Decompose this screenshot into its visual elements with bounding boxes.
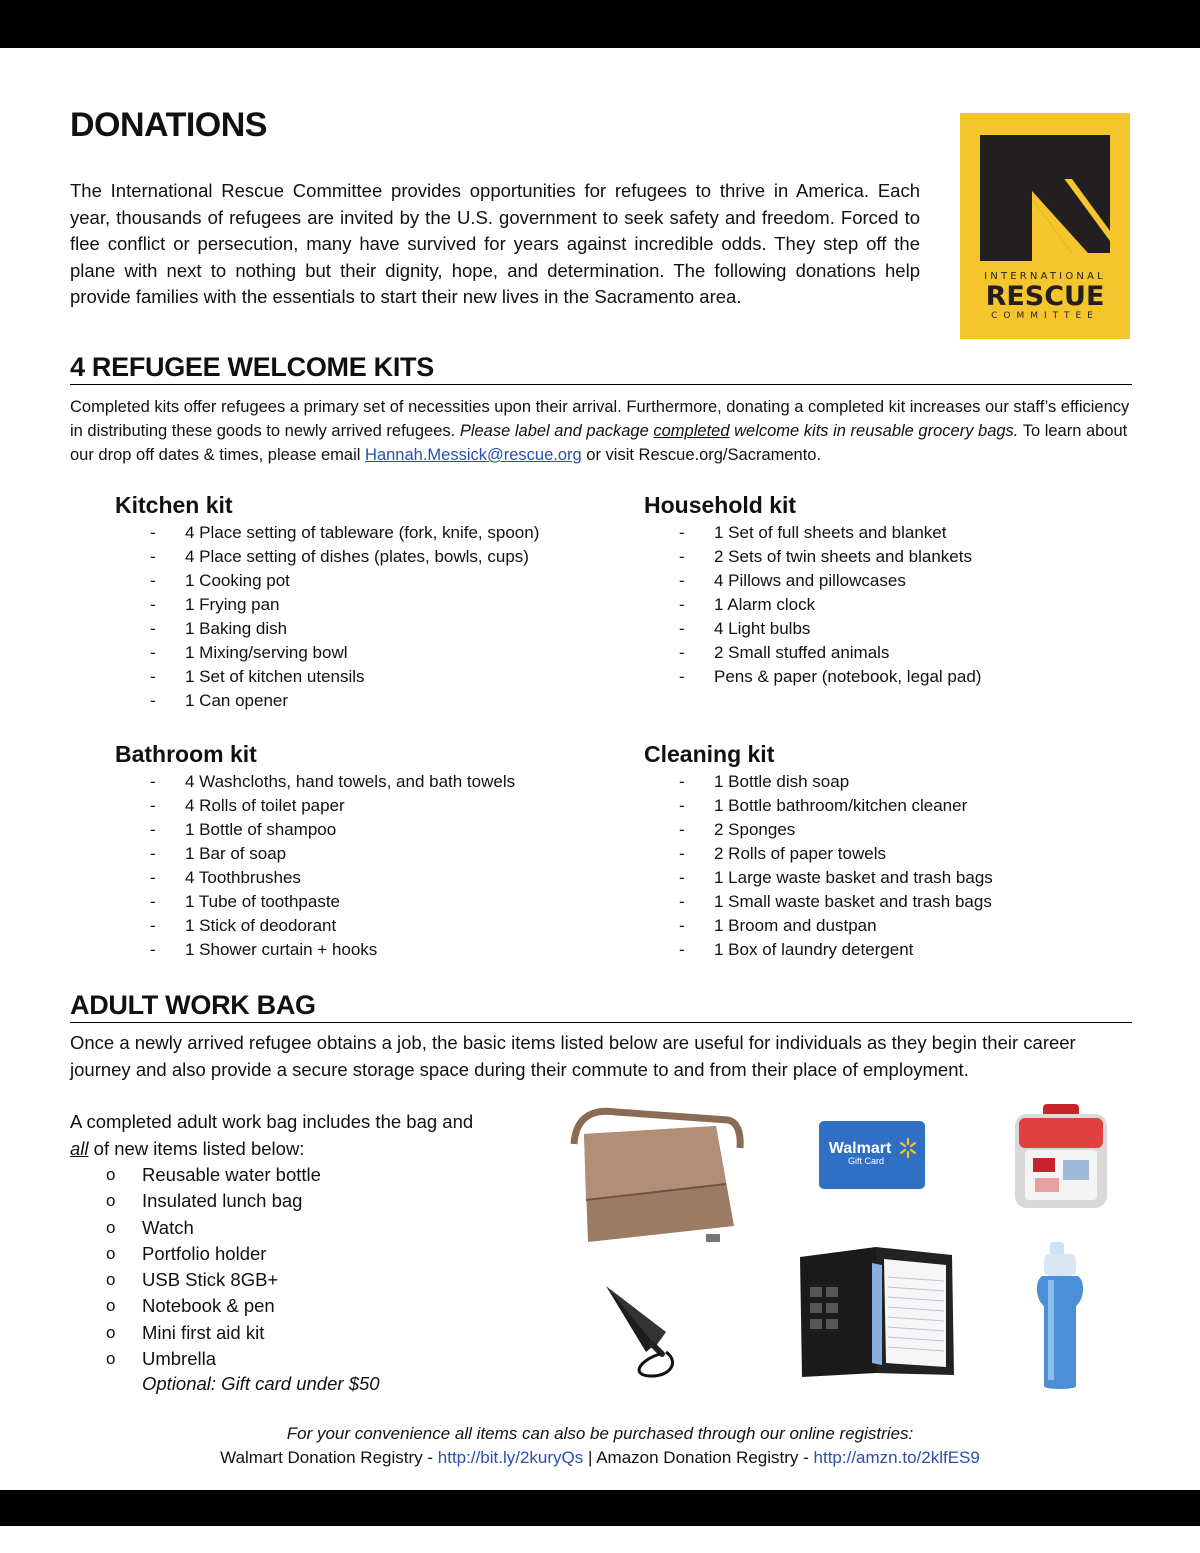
work-bag-list (70, 1162, 321, 1372)
kit-list-item (115, 617, 539, 641)
kit-item-text: 4 Place setting of tableware (fork, knife, spoon) (185, 523, 540, 542)
kit-list-item (115, 890, 515, 914)
dash-bullet: - (679, 547, 685, 566)
kit-list-item (115, 794, 515, 818)
cleaning-kit (644, 741, 993, 962)
kit-list-item (644, 545, 981, 569)
intro-paragraph: The International Rescue Committee provides opportunities for refugees to thrive in America. Each year, thousands of refugees are invited by the U.S. government to seek safety and freedom. Forced to flee conflict or persecution, many have survived for years against incredible odds. They step off the plane with next to nothing but their dignity, hope, and determination. The following donations help provide families with the essentials to start their new lives in the Sacramento area. (70, 180, 920, 307)
work-bag-heading: ADULT WORK BAG (70, 990, 1132, 1023)
dash-bullet: - (150, 691, 156, 710)
dash-bullet: - (679, 643, 685, 662)
work-bag-item-text: Notebook & pen (142, 1295, 275, 1317)
dash-bullet: - (679, 667, 685, 686)
kit-item-text: 1 Set of full sheets and blanket (714, 523, 947, 542)
registry-note: For your convenience all items can also be purchased through our online registries: (286, 1424, 914, 1443)
kitchen-kit (115, 492, 539, 713)
dash-bullet: - (679, 595, 685, 614)
gift-card-subtitle: Gift Card (847, 1156, 885, 1166)
circle-bullet: o (106, 1296, 116, 1316)
dash-bullet: - (150, 868, 156, 887)
circle-bullet: o (106, 1165, 116, 1184)
first-aid-kit-image (1013, 1102, 1109, 1210)
kit-list-item (115, 521, 539, 545)
dash-bullet: - (150, 796, 156, 815)
kit-list-item (115, 569, 539, 593)
kit-list-item (644, 770, 993, 794)
cleaning-kit-title: Cleaning kit (644, 741, 775, 767)
logo-line-2: RESCUE (985, 281, 1105, 312)
work-bag-item (70, 1267, 321, 1293)
kit-list-item (115, 938, 515, 962)
kit-item-text: 1 Cooking pot (185, 571, 290, 590)
optional-gift-card: Optional: Gift card under $50 (142, 1373, 380, 1394)
portfolio-holder-image (796, 1243, 960, 1381)
kit-item-text: 1 Bottle bathroom/kitchen cleaner (714, 796, 968, 815)
bathroom-kit-title: Bathroom kit (115, 741, 257, 767)
kit-list-item (115, 914, 515, 938)
kit-item-text: Pens & paper (notebook, legal pad) (714, 667, 982, 686)
circle-bullet: o (106, 1349, 116, 1369)
kitchen-kit-title: Kitchen kit (115, 492, 233, 518)
kits-description: Completed kits offer refugees a primary set of necessities upon their arrival. Furthermore, donating a completed kit increases our staff’s efficiency in distributing these goods to newly arrived refugees. Please label and package completed welcome kits in reusable grocery bags. To learn about our drop off dates & times, please email Hannah.Messick@rescue.org or visit Rescue.org/Sacramento. (70, 398, 1130, 464)
kit-list-item (115, 770, 515, 794)
welcome-kits-heading: 4 REFUGEE WELCOME KITS (70, 352, 1132, 385)
logo-line-3: COMMITTEE (991, 311, 1099, 321)
water-bottle-image (1028, 1240, 1092, 1392)
work-bag-item-text: USB Stick 8GB+ (142, 1269, 279, 1291)
kit-item-text: 4 Light bulbs (714, 619, 811, 638)
kit-item-text: 4 Pillows and pillowcases (714, 571, 906, 590)
kit-item-text: 1 Set of kitchen utensils (185, 667, 365, 686)
circle-bullet: o (106, 1243, 116, 1263)
work-bag-item (70, 1188, 321, 1214)
kit-list-item (644, 521, 981, 545)
work-bag-item (70, 1293, 321, 1319)
kit-item-text: 1 Bottle dish soap (714, 772, 850, 791)
work-bag-item (70, 1162, 321, 1188)
kit-list-item (644, 593, 981, 617)
circle-bullet: o (106, 1217, 116, 1237)
gift-card-brand: Walmart (828, 1140, 892, 1157)
kit-list-item (644, 890, 993, 914)
kit-item-text: 1 Baking dish (185, 619, 288, 638)
cleaning-kit-list (644, 770, 993, 962)
dash-bullet: - (150, 820, 156, 839)
kitchen-kit-list (115, 521, 539, 713)
logo-line-1: INTERNATIONAL (984, 271, 1106, 282)
kit-list-item (644, 617, 981, 641)
kit-item-text: 4 Toothbrushes (185, 868, 301, 887)
work-bag-item (70, 1241, 321, 1267)
kit-item-text: 1 Can opener (185, 691, 289, 710)
kit-list-item (644, 794, 993, 818)
kit-list-item (644, 866, 993, 890)
dash-bullet: - (679, 772, 685, 791)
dash-bullet: - (150, 667, 156, 686)
kit-list-item (644, 818, 993, 842)
work-bag-item (70, 1320, 321, 1346)
kit-item-text: 1 Bottle of shampoo (185, 820, 337, 839)
dash-bullet: - (150, 619, 156, 638)
dash-bullet: - (150, 571, 156, 590)
work-bag-description: Once a newly arrived refugee obtains a job, the basic items listed below are useful for individuals as they begin their career journey and also provide a secure storage space during their commute to and from their place of employment. (70, 1032, 1076, 1080)
dash-bullet: - (150, 547, 156, 566)
kit-list-item (644, 842, 993, 866)
kit-item-text: 2 Sponges (714, 820, 796, 839)
bottom-black-bar (0, 1490, 1200, 1526)
dash-bullet: - (679, 916, 685, 935)
dash-bullet: - (150, 844, 156, 863)
kit-item-text: 1 Alarm clock (714, 595, 816, 614)
page-title: DONATIONS (70, 106, 267, 144)
kit-item-text: 2 Sets of twin sheets and blankets (714, 547, 972, 566)
kit-item-text: 1 Mixing/serving bowl (185, 643, 348, 662)
registry-links: Walmart Donation Registry - http://bit.ly/2kuryQs | Amazon Donation Registry - http://amzn.to/2klfES9 (220, 1448, 980, 1467)
dash-bullet: - (679, 892, 685, 911)
household-kit-title: Household kit (644, 492, 797, 518)
kit-item-text: 4 Place setting of dishes (plates, bowls, cups) (185, 547, 529, 566)
work-bag-item-text: Umbrella (142, 1348, 217, 1370)
top-black-bar (0, 0, 1200, 48)
work-bag-item-text: Reusable water bottle (142, 1164, 321, 1185)
dash-bullet: - (150, 595, 156, 614)
kit-item-text: 4 Rolls of toilet paper (185, 796, 345, 815)
kit-item-text: 1 Shower curtain + hooks (185, 940, 378, 959)
household-kit (644, 492, 981, 689)
amazon-registry-link[interactable]: http://amzn.to/2klfES9 (813, 1448, 980, 1467)
kit-item-text: 1 Bar of soap (185, 844, 287, 863)
kit-list-item (115, 866, 515, 890)
kit-item-text: 4 Washcloths, hand towels, and bath towels (185, 772, 516, 791)
dash-bullet: - (679, 523, 685, 542)
kit-list-item (644, 641, 981, 665)
kit-item-text: 1 Broom and dustpan (714, 916, 877, 935)
work-bag-item (70, 1346, 321, 1372)
circle-bullet: o (106, 1322, 116, 1342)
circle-bullet: o (106, 1191, 116, 1211)
kit-list-item (115, 593, 539, 617)
kit-list-item (115, 665, 539, 689)
walmart-gift-card-image (818, 1120, 926, 1190)
kit-list-item (644, 938, 993, 962)
dash-bullet: - (679, 796, 685, 815)
dash-bullet: - (150, 523, 156, 542)
bathroom-kit-list (115, 770, 515, 962)
umbrella-image (600, 1280, 690, 1380)
dash-bullet: - (150, 892, 156, 911)
messenger-bag-image (566, 1104, 746, 1264)
irc-logo (960, 113, 1130, 339)
dash-bullet: - (150, 772, 156, 791)
work-bag-item (70, 1215, 321, 1241)
kit-list-item (644, 914, 993, 938)
kit-item-text: 2 Small stuffed animals (714, 643, 890, 662)
work-bag-item-text: Mini first aid kit (142, 1321, 265, 1343)
kit-list-item (644, 665, 981, 689)
work-bag-item-text: Watch (142, 1216, 194, 1238)
kit-list-item (115, 842, 515, 866)
email-link[interactable]: Hannah.Messick@rescue.org (365, 446, 582, 464)
dash-bullet: - (679, 844, 685, 863)
kit-list-item (115, 641, 539, 665)
circle-bullet: o (106, 1270, 116, 1290)
work-bag-item-text: Insulated lunch bag (142, 1190, 303, 1212)
dash-bullet: - (150, 643, 156, 662)
kit-item-text: 1 Frying pan (185, 595, 280, 614)
kit-list-item (115, 545, 539, 569)
work-bag-includes: A completed adult work bag includes the bag and all of new items listed below: (70, 1111, 474, 1159)
dash-bullet: - (679, 619, 685, 638)
work-bag-item-text: Portfolio holder (142, 1242, 267, 1264)
walmart-registry-link[interactable]: http://bit.ly/2kuryQs (437, 1448, 584, 1467)
kit-list-item (644, 569, 981, 593)
kit-item-text: 1 Tube of toothpaste (185, 892, 341, 911)
kit-item-text: 1 Small waste basket and trash bags (714, 892, 992, 911)
kit-list-item (115, 818, 515, 842)
kit-list-item (115, 689, 539, 713)
dash-bullet: - (679, 571, 685, 590)
dash-bullet: - (679, 940, 685, 959)
kit-item-text: 2 Rolls of paper towels (714, 844, 886, 863)
dash-bullet: - (679, 820, 685, 839)
household-kit-list (644, 521, 981, 689)
dash-bullet: - (150, 916, 156, 935)
dash-bullet: - (150, 940, 156, 959)
dash-bullet: - (679, 868, 685, 887)
kit-item-text: 1 Box of laundry detergent (714, 940, 914, 959)
kit-item-text: 1 Stick of deodorant (185, 916, 337, 935)
kit-item-text: 1 Large waste basket and trash bags (714, 868, 993, 887)
bathroom-kit (115, 741, 515, 962)
